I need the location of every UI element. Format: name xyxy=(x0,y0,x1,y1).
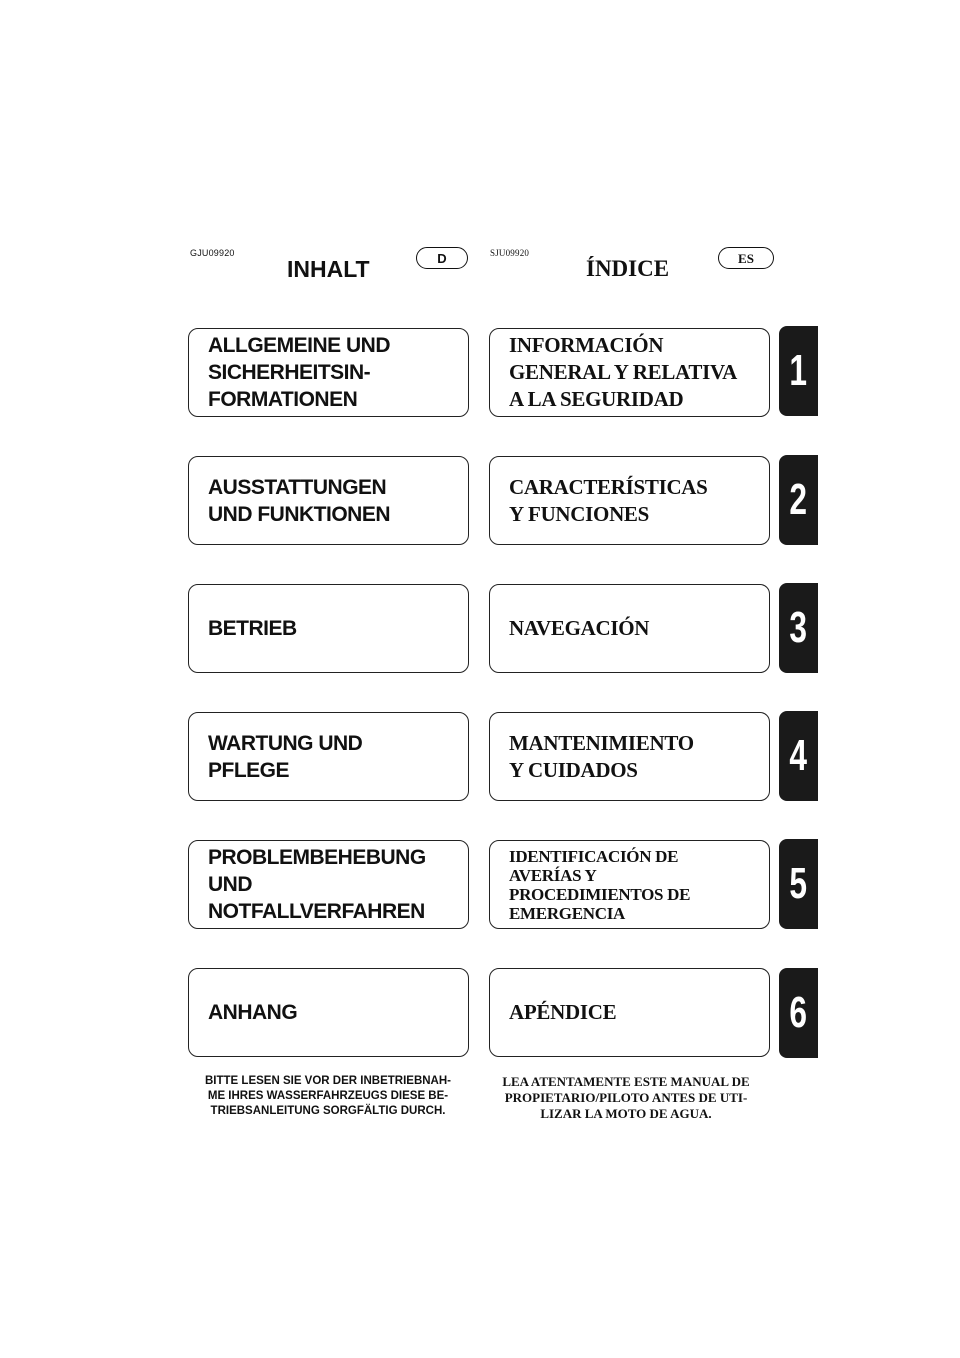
german-section-line: SICHERHEITSIN- xyxy=(208,361,371,384)
german-section-line: UND xyxy=(208,873,252,896)
german-code: GJU09920 xyxy=(190,248,235,258)
german-section-6[interactable] xyxy=(188,968,469,1057)
german-note-line: ME IHRES WASSERFAHRZEUGS DIESE BE- xyxy=(207,1090,449,1102)
chapter-tab-number: 4 xyxy=(789,731,808,780)
spanish-section-5[interactable] xyxy=(489,840,770,929)
german-section-5[interactable] xyxy=(188,840,469,929)
chapter-tab-number: 6 xyxy=(789,988,808,1037)
spanish-section-line: NAVEGACIÓN xyxy=(509,616,650,640)
spanish-section-line: IDENTIFICACIÓN DE xyxy=(509,846,679,866)
german-section-line: WARTUNG UND xyxy=(208,731,363,755)
chapter-tab-1[interactable] xyxy=(779,326,818,416)
spanish-section-line: AVERÍAS Y xyxy=(509,865,597,885)
german-section-2[interactable] xyxy=(188,456,469,545)
german-section-line: ANHANG xyxy=(208,1001,298,1024)
german-section-line: NOTFALLVERFAHREN xyxy=(208,900,425,923)
german-section-3[interactable] xyxy=(188,584,469,673)
german-section-1[interactable] xyxy=(188,328,469,417)
spanish-section-2[interactable] xyxy=(489,456,770,545)
chapter-tab-6[interactable] xyxy=(779,968,818,1058)
spanish-lang-badge: ES xyxy=(718,247,774,269)
spanish-note xyxy=(481,1074,771,1122)
spanish-section-3[interactable] xyxy=(489,584,770,673)
spanish-section-line: GENERAL Y RELATIVA xyxy=(509,360,737,384)
chapter-tab-2[interactable] xyxy=(779,455,818,545)
spanish-code: SJU09920 xyxy=(490,248,530,258)
chapter-tab-number: 2 xyxy=(789,475,808,524)
chapter-tab-4[interactable] xyxy=(779,711,818,801)
german-section-line: ALLGEMEINE UND xyxy=(208,334,390,357)
chapter-tab-number: 1 xyxy=(789,346,808,395)
spanish-section-line: MANTENIMIENTO xyxy=(509,730,694,755)
spanish-section-line: Y FUNCIONES xyxy=(509,501,650,526)
spanish-section-line: APÉNDICE xyxy=(509,1000,617,1024)
spanish-section-line: INFORMACIÓN xyxy=(509,333,664,357)
spanish-section-6[interactable] xyxy=(489,968,770,1057)
spanish-title: ÍNDICE xyxy=(586,256,670,281)
spanish-section-line: CARACTERÍSTICAS xyxy=(509,474,708,499)
spanish-section-4[interactable] xyxy=(489,712,770,801)
chapter-tab-3[interactable] xyxy=(779,583,818,673)
german-section-line: FORMATIONEN xyxy=(208,388,358,411)
german-note xyxy=(183,1074,473,1119)
chapter-tab-5[interactable] xyxy=(779,839,818,929)
spanish-section-1[interactable] xyxy=(489,328,770,417)
spanish-note-line: LIZAR LA MOTO DE AGUA. xyxy=(540,1106,712,1121)
spanish-note-line: LEA ATENTAMENTE ESTE MANUAL DE xyxy=(502,1074,750,1089)
german-section-line: BETRIEB xyxy=(208,617,297,640)
german-note-line: TRIEBSANLEITUNG SORGFÄLTIG DURCH. xyxy=(210,1105,446,1117)
spanish-section-line: Y CUIDADOS xyxy=(509,757,638,782)
german-note-line: BITTE LESEN SIE VOR DER INBETRIEBNAH- xyxy=(205,1075,451,1087)
german-section-line: PROBLEMBEHEBUNG xyxy=(208,846,426,869)
spanish-section-line: A LA SEGURIDAD xyxy=(509,387,684,411)
german-lang-badge: D xyxy=(416,247,468,269)
chapter-tab-number: 3 xyxy=(789,603,808,652)
german-section-line: AUSSTATTUNGEN xyxy=(208,475,387,499)
german-title: INHALT xyxy=(287,256,370,282)
spanish-section-line: EMERGENCIA xyxy=(509,903,626,923)
german-section-4[interactable] xyxy=(188,712,469,801)
chapter-tab-number: 5 xyxy=(789,859,808,908)
spanish-note-line: PROPIETARIO/PILOTO ANTES DE UTI- xyxy=(504,1090,748,1105)
german-section-line: UND FUNKTIONEN xyxy=(208,502,390,526)
spanish-section-line: PROCEDIMIENTOS DE xyxy=(509,884,691,904)
german-section-line: PFLEGE xyxy=(208,758,290,782)
